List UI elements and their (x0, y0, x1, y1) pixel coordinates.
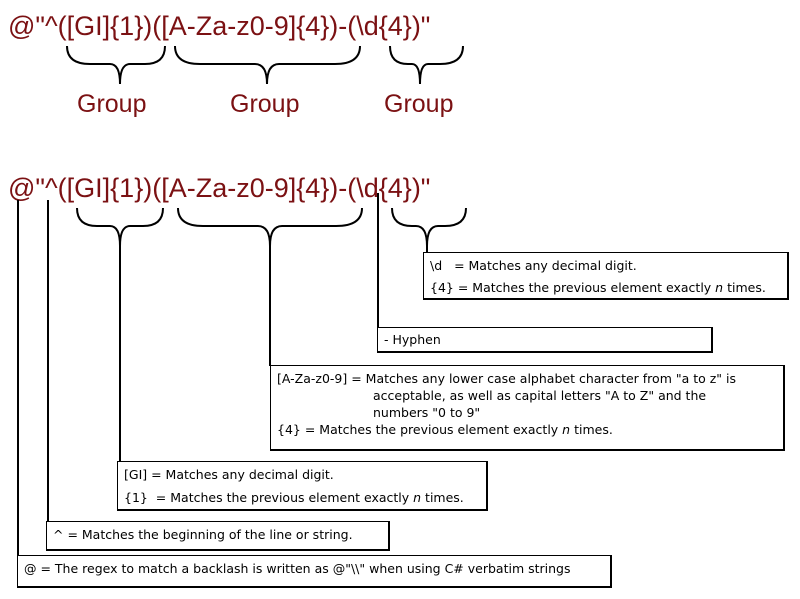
alnum-line-4: {4} = Matches the previous element exactly n times. (277, 422, 613, 437)
top-brace-1 (67, 46, 165, 84)
caret-explanation-box (46, 521, 390, 551)
group-label-3: Group (384, 90, 454, 118)
alnum-line-3: numbers "0 to 9" (373, 405, 481, 420)
bottom-brace-1 (77, 208, 163, 246)
group-label-1: Group (77, 90, 147, 118)
digit-line-2: {4} = Matches the previous element exactly n times. (430, 280, 766, 295)
bottom-brace-2 (178, 208, 362, 246)
hyphen-text: - Hyphen (384, 332, 441, 347)
digit-explanation-box (423, 252, 789, 300)
gi-line-1: [GI] = Matches any decimal digit. (124, 467, 334, 482)
at-explanation-box (17, 555, 612, 588)
alnum-line-2: acceptable, as well as capital letters "A to Z" and the (373, 388, 707, 403)
alnum-explanation-box (270, 365, 785, 451)
gi-explanation-box (117, 461, 488, 511)
group-label-2: Group (230, 90, 300, 118)
alnum-line-1: [A-Za-z0-9] = Matches any lower case alphabet character from "a to z" is (277, 371, 737, 386)
caret-text: ^ = Matches the beginning of the line or string. (53, 527, 353, 542)
top-brace-2 (175, 46, 360, 84)
digit-line-1: \d = Matches any decimal digit. (430, 258, 637, 273)
bottom-brace-3 (392, 208, 466, 246)
bottom-regex: @"^([GI]{1})([A-Za-z0-9]{4})-(\d{4})" (8, 173, 431, 203)
hyphen-explanation-box (377, 327, 713, 353)
top-brace-3 (390, 46, 463, 84)
gi-line-2: {1} = Matches the previous element exactly n times. (124, 490, 464, 505)
at-text: @ = The regex to match a backlash is written as @"\\" when using C# verbatim strings (24, 561, 571, 576)
top-regex: @"^([GI]{1})([A-Za-z0-9]{4})-(\d{4})" (8, 11, 431, 41)
